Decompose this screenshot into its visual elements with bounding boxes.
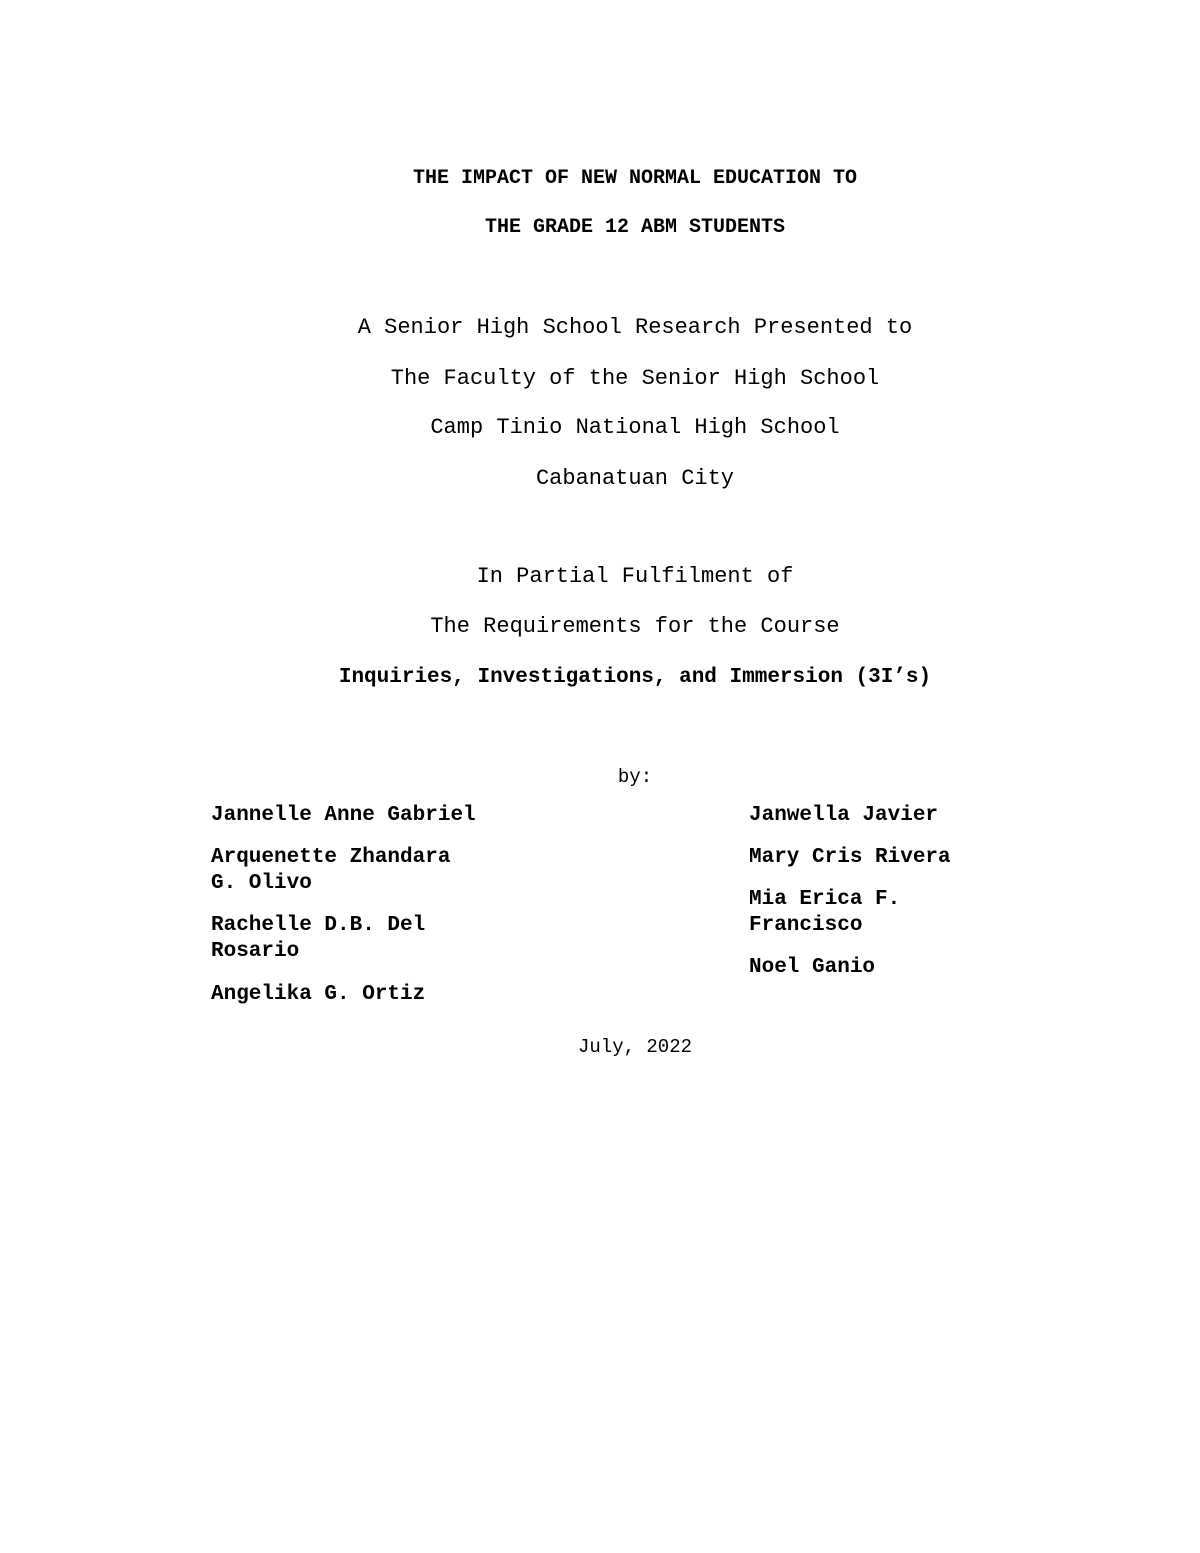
presentation-line-4: Cabanatuan City <box>535 466 735 491</box>
author-right-3: Mia Erica F. Francisco <box>749 888 901 937</box>
date: July, 2022 <box>577 1036 693 1058</box>
author-left-2: Arquenette Zhandara G. Olivo <box>211 846 451 895</box>
author-right-1: Janwella Javier <box>749 804 939 827</box>
fulfilment-line-2: The Requirements for the Course <box>430 614 840 639</box>
author-left-4: Angelika G. Ortiz <box>211 983 426 1006</box>
presentation-line-2: The Faculty of the Senior High School <box>390 366 880 391</box>
author-right-2: Mary Cris Rivera <box>749 846 951 869</box>
course-name: Inquiries, Investigations, and Immersion (3I’s) <box>338 666 932 689</box>
title-line-2: THE GRADE 12 ABM STUDENTS <box>484 216 786 239</box>
presentation-line-1: A Senior High School Research Presented to <box>357 315 913 340</box>
fulfilment-line-1: In Partial Fulfilment of <box>476 564 794 589</box>
author-left-1: Jannelle Anne Gabriel <box>211 804 476 827</box>
presentation-line-3: Camp Tinio National High School <box>430 415 840 440</box>
author-right-4: Noel Ganio <box>749 956 876 979</box>
author-left-3: Rachelle D.B. Del Rosario <box>211 914 426 963</box>
by-label: by: <box>617 766 653 788</box>
title-line-1: THE IMPACT OF NEW NORMAL EDUCATION TO <box>412 167 858 190</box>
